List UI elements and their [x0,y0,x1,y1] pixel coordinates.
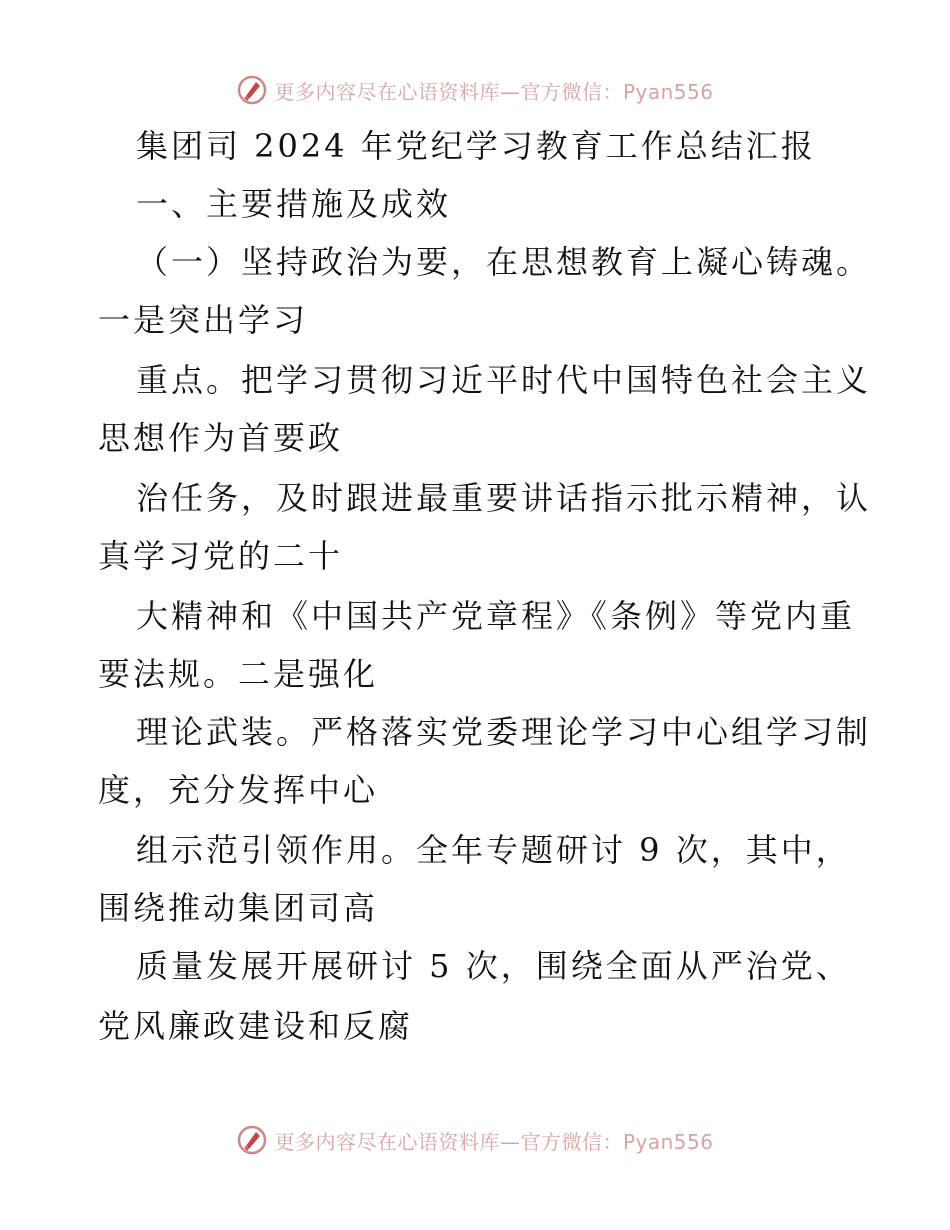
subsection-heading: （一）坚持政治为要，在思想教育上凝心铸魂。 [136,243,872,281]
paragraph-line: 组示范引领作用。全年专题研讨 9 次，其中， [136,831,851,869]
paragraph-line: 度，充分发挥中心 [98,771,379,809]
section-heading: 一、主要措施及成效 [136,185,452,223]
pen-nib-seal-icon [236,74,268,106]
paragraph-line: 质量发展开展研讨 5 次，围绕全面从严治党、 [136,947,851,985]
footer-watermark [0,1120,950,1160]
paragraph-line: 大精神和《中国共产党章程》《条例》等党内重 [136,597,856,635]
watermark-text: 更多内容尽在心语资料库—官方微信：Pyan556 [274,1129,714,1154]
paragraph-line: 一是突出学习 [98,301,309,339]
paragraph-line: 真学习党的二十 [98,537,344,575]
paragraph-line: 理论武装。严格落实党委理论学习中心组学习制 [136,713,872,751]
paragraph-line: 要法规。二是强化 [98,655,379,693]
document-title: 集团司 2024 年党纪学习教育工作总结汇报 [136,127,816,165]
pen-nib-seal-icon [236,1124,268,1156]
paragraph-line: 治任务，及时跟进最重要讲话指示批示精神，认 [136,479,872,517]
paragraph-line: 党风廉政建设和反腐 [98,1007,414,1045]
paragraph-line: 思想作为首要政 [98,419,344,457]
watermark-text: 更多内容尽在心语资料库—官方微信：Pyan556 [274,79,714,104]
paragraph-line: 重点。把学习贯彻习近平时代中国特色社会主义 [136,361,872,399]
paragraph-line: 围绕推动集团司高 [98,889,379,927]
header-watermark [0,70,950,110]
